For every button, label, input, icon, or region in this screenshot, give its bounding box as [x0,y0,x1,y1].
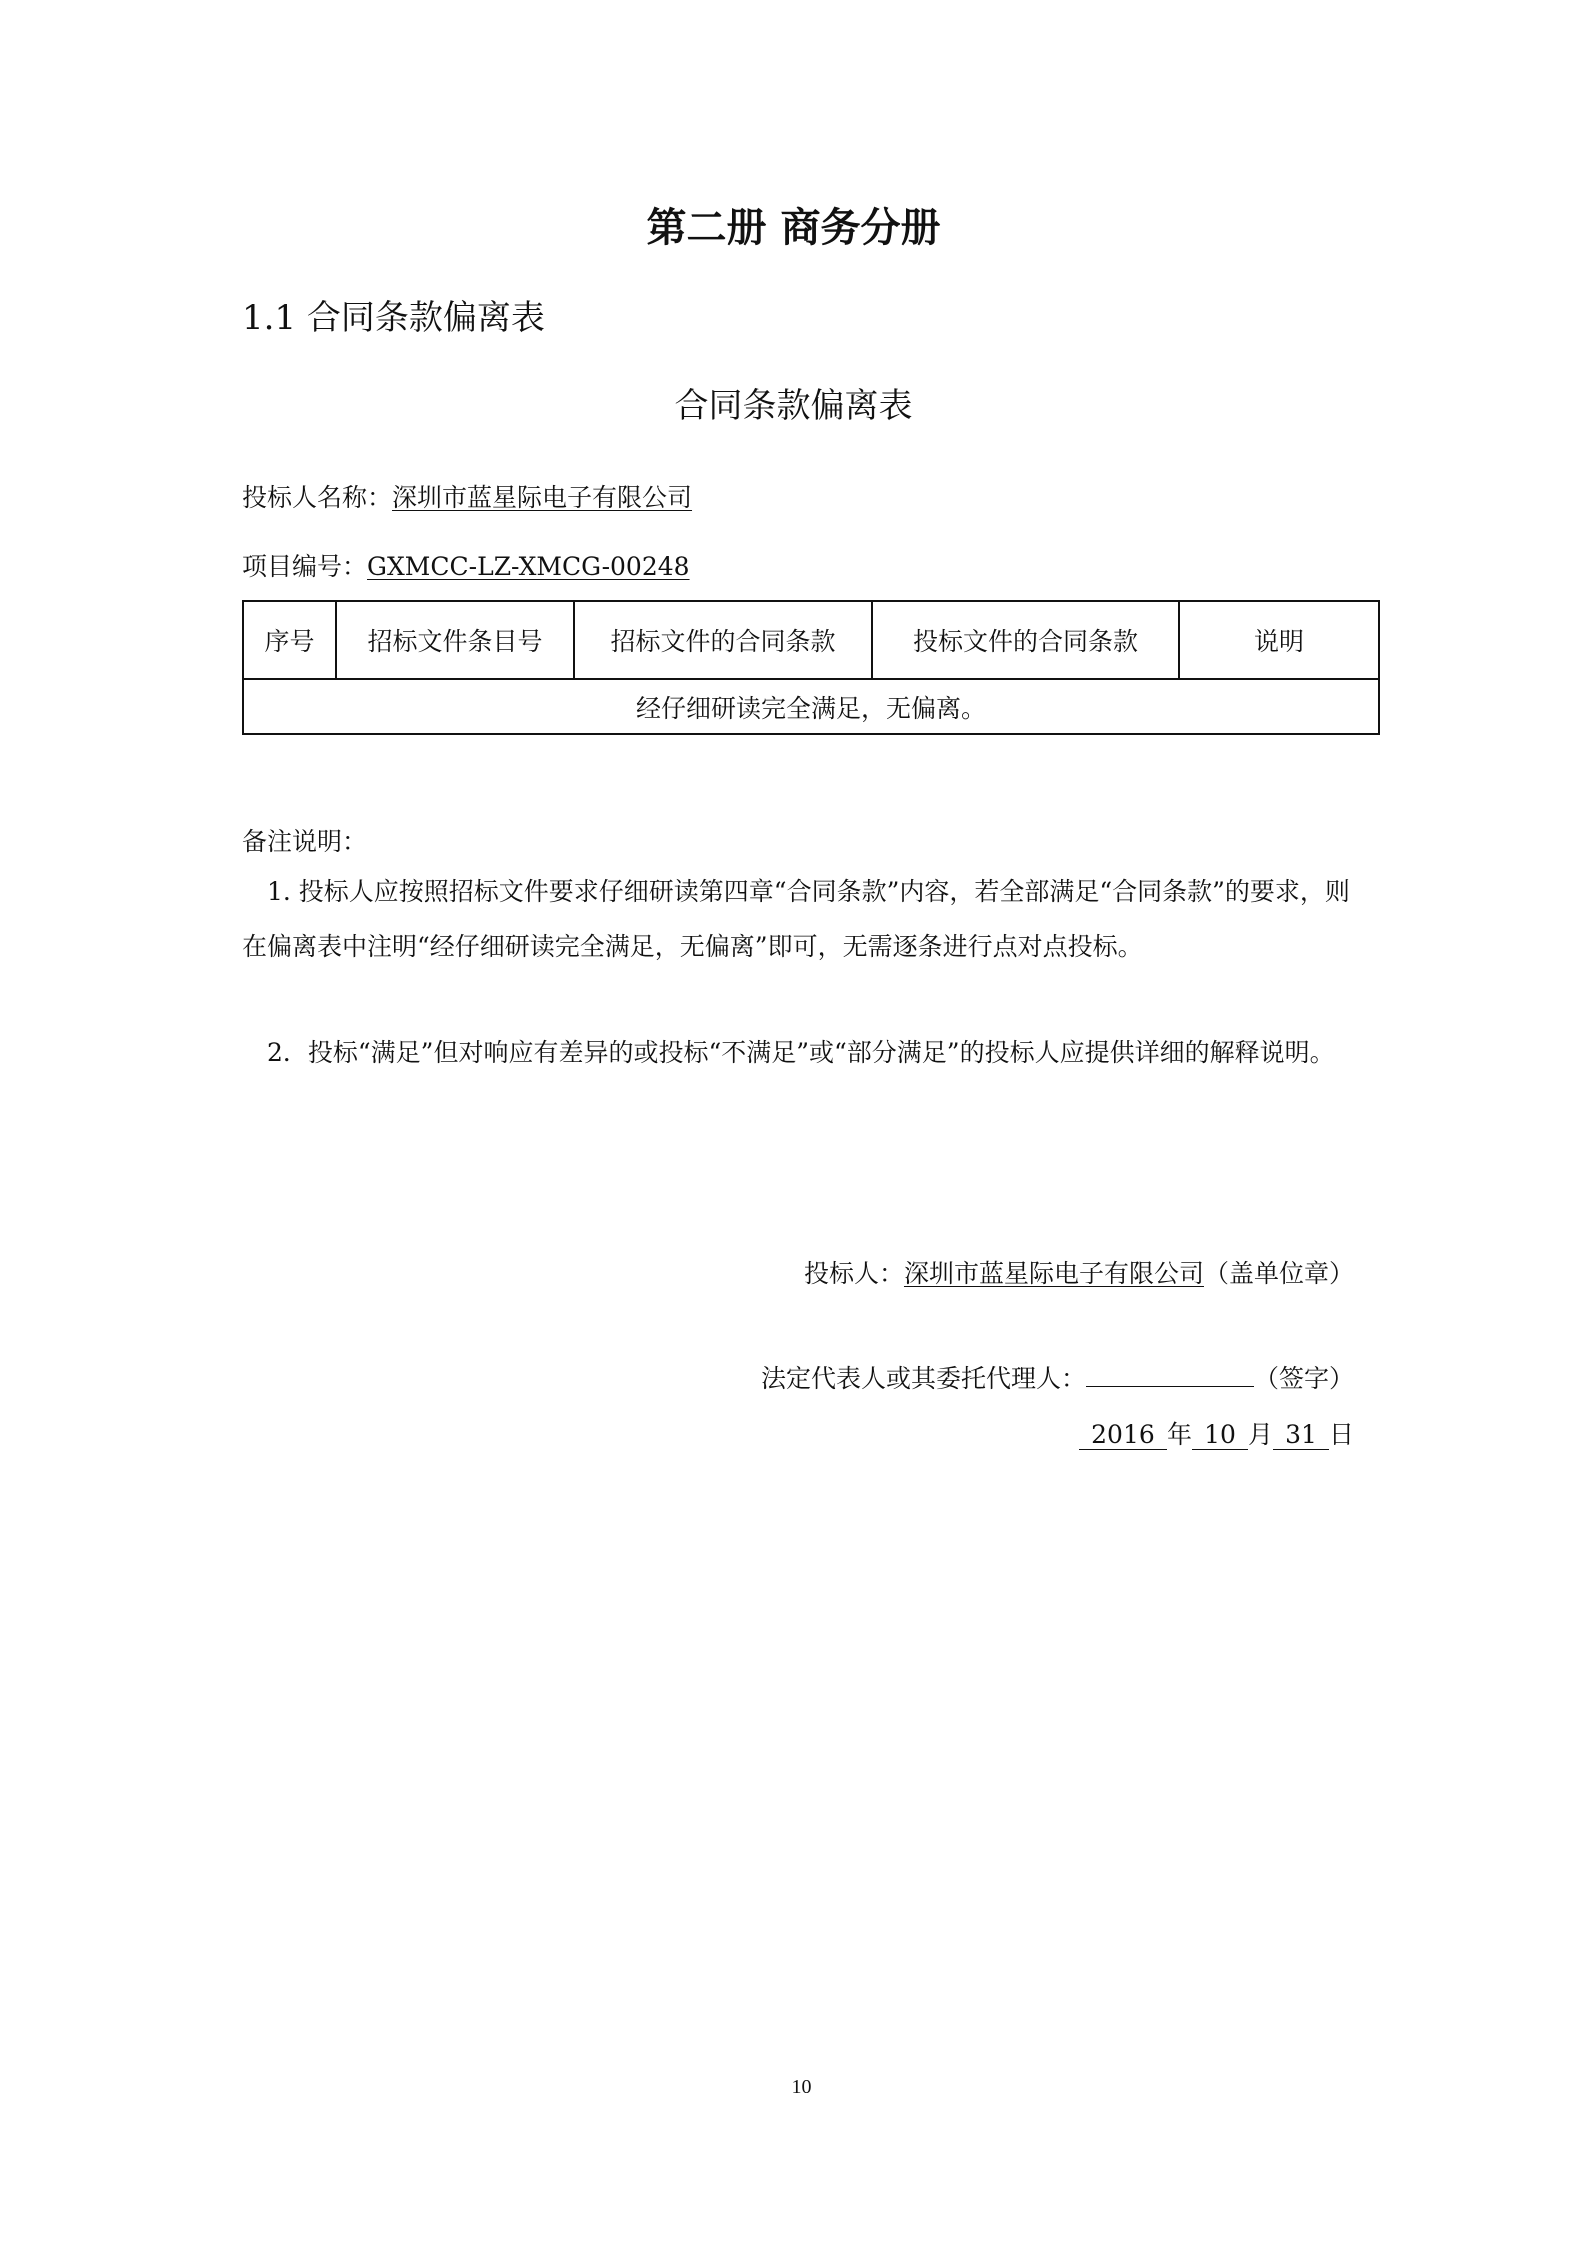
representative-suffix: （签字） [1253,1364,1354,1393]
note-item: 1. 投标人应按照招标文件要求仔细研读第四章“合同条款”内容，若全部满足“合同条款”的要求，则在偏离表中注明“经仔细研读完全满足，无偏离”即可，无需逐条进行点对点投标。 [242,877,1350,961]
bidder-value: 深圳市蓝星际电子有限公司 [903,1259,1204,1288]
signature-blank [1086,1364,1254,1387]
section-heading: 1.1 合同条款偏离表 [242,298,545,338]
bidder-name-line [242,478,692,514]
note-item: 2．投标“满足”但对响应有差异的或投标“不满足”或“部分满足”的投标人应提供详细的解释说明。 [267,1038,1335,1067]
day-unit: 日 [1328,1420,1354,1449]
table-cell: 经仔细研读完全满足，无偏离。 [243,679,1379,734]
notes-heading: 备注说明： [242,827,368,856]
header-cell: 序号 [243,601,336,679]
bidder-label: 投标人： [803,1259,904,1288]
representative-label: 法定代表人或其委托代理人： [760,1364,1086,1393]
deviation-table [242,600,1380,735]
year-unit: 年 [1166,1420,1192,1449]
bidder-name-value: 深圳市蓝星际电子有限公司 [392,483,693,512]
project-no-line [242,547,690,583]
representative-line [761,1359,1354,1395]
header-cell: 投标文件的合同条款 [872,601,1179,679]
month-unit: 月 [1247,1420,1273,1449]
table-title: 合同条款偏离表 [674,386,913,426]
header-cell: 说明 [1179,601,1379,679]
page-number: 10 [791,2076,812,2098]
document-title: 第二册 商务分册 [646,205,941,251]
header-cell: 招标文件条目号 [336,601,574,679]
bidder-suffix: （盖单位章） [1203,1259,1354,1288]
date-line [1079,1415,1354,1451]
project-no-value: GXMCC-LZ-XMCG-00248 [367,552,690,581]
date-day: 31 [1273,1420,1329,1450]
project-no-label: 项目编号： [242,552,368,581]
date-year: 2016 [1079,1420,1167,1450]
header-cell: 招标文件的合同条款 [574,601,872,679]
bidder-name-label: 投标人名称： [242,483,393,512]
date-month: 10 [1192,1420,1248,1450]
table-header-row [243,601,1379,679]
table-row [243,679,1379,734]
bidder-signature-line [804,1254,1354,1290]
